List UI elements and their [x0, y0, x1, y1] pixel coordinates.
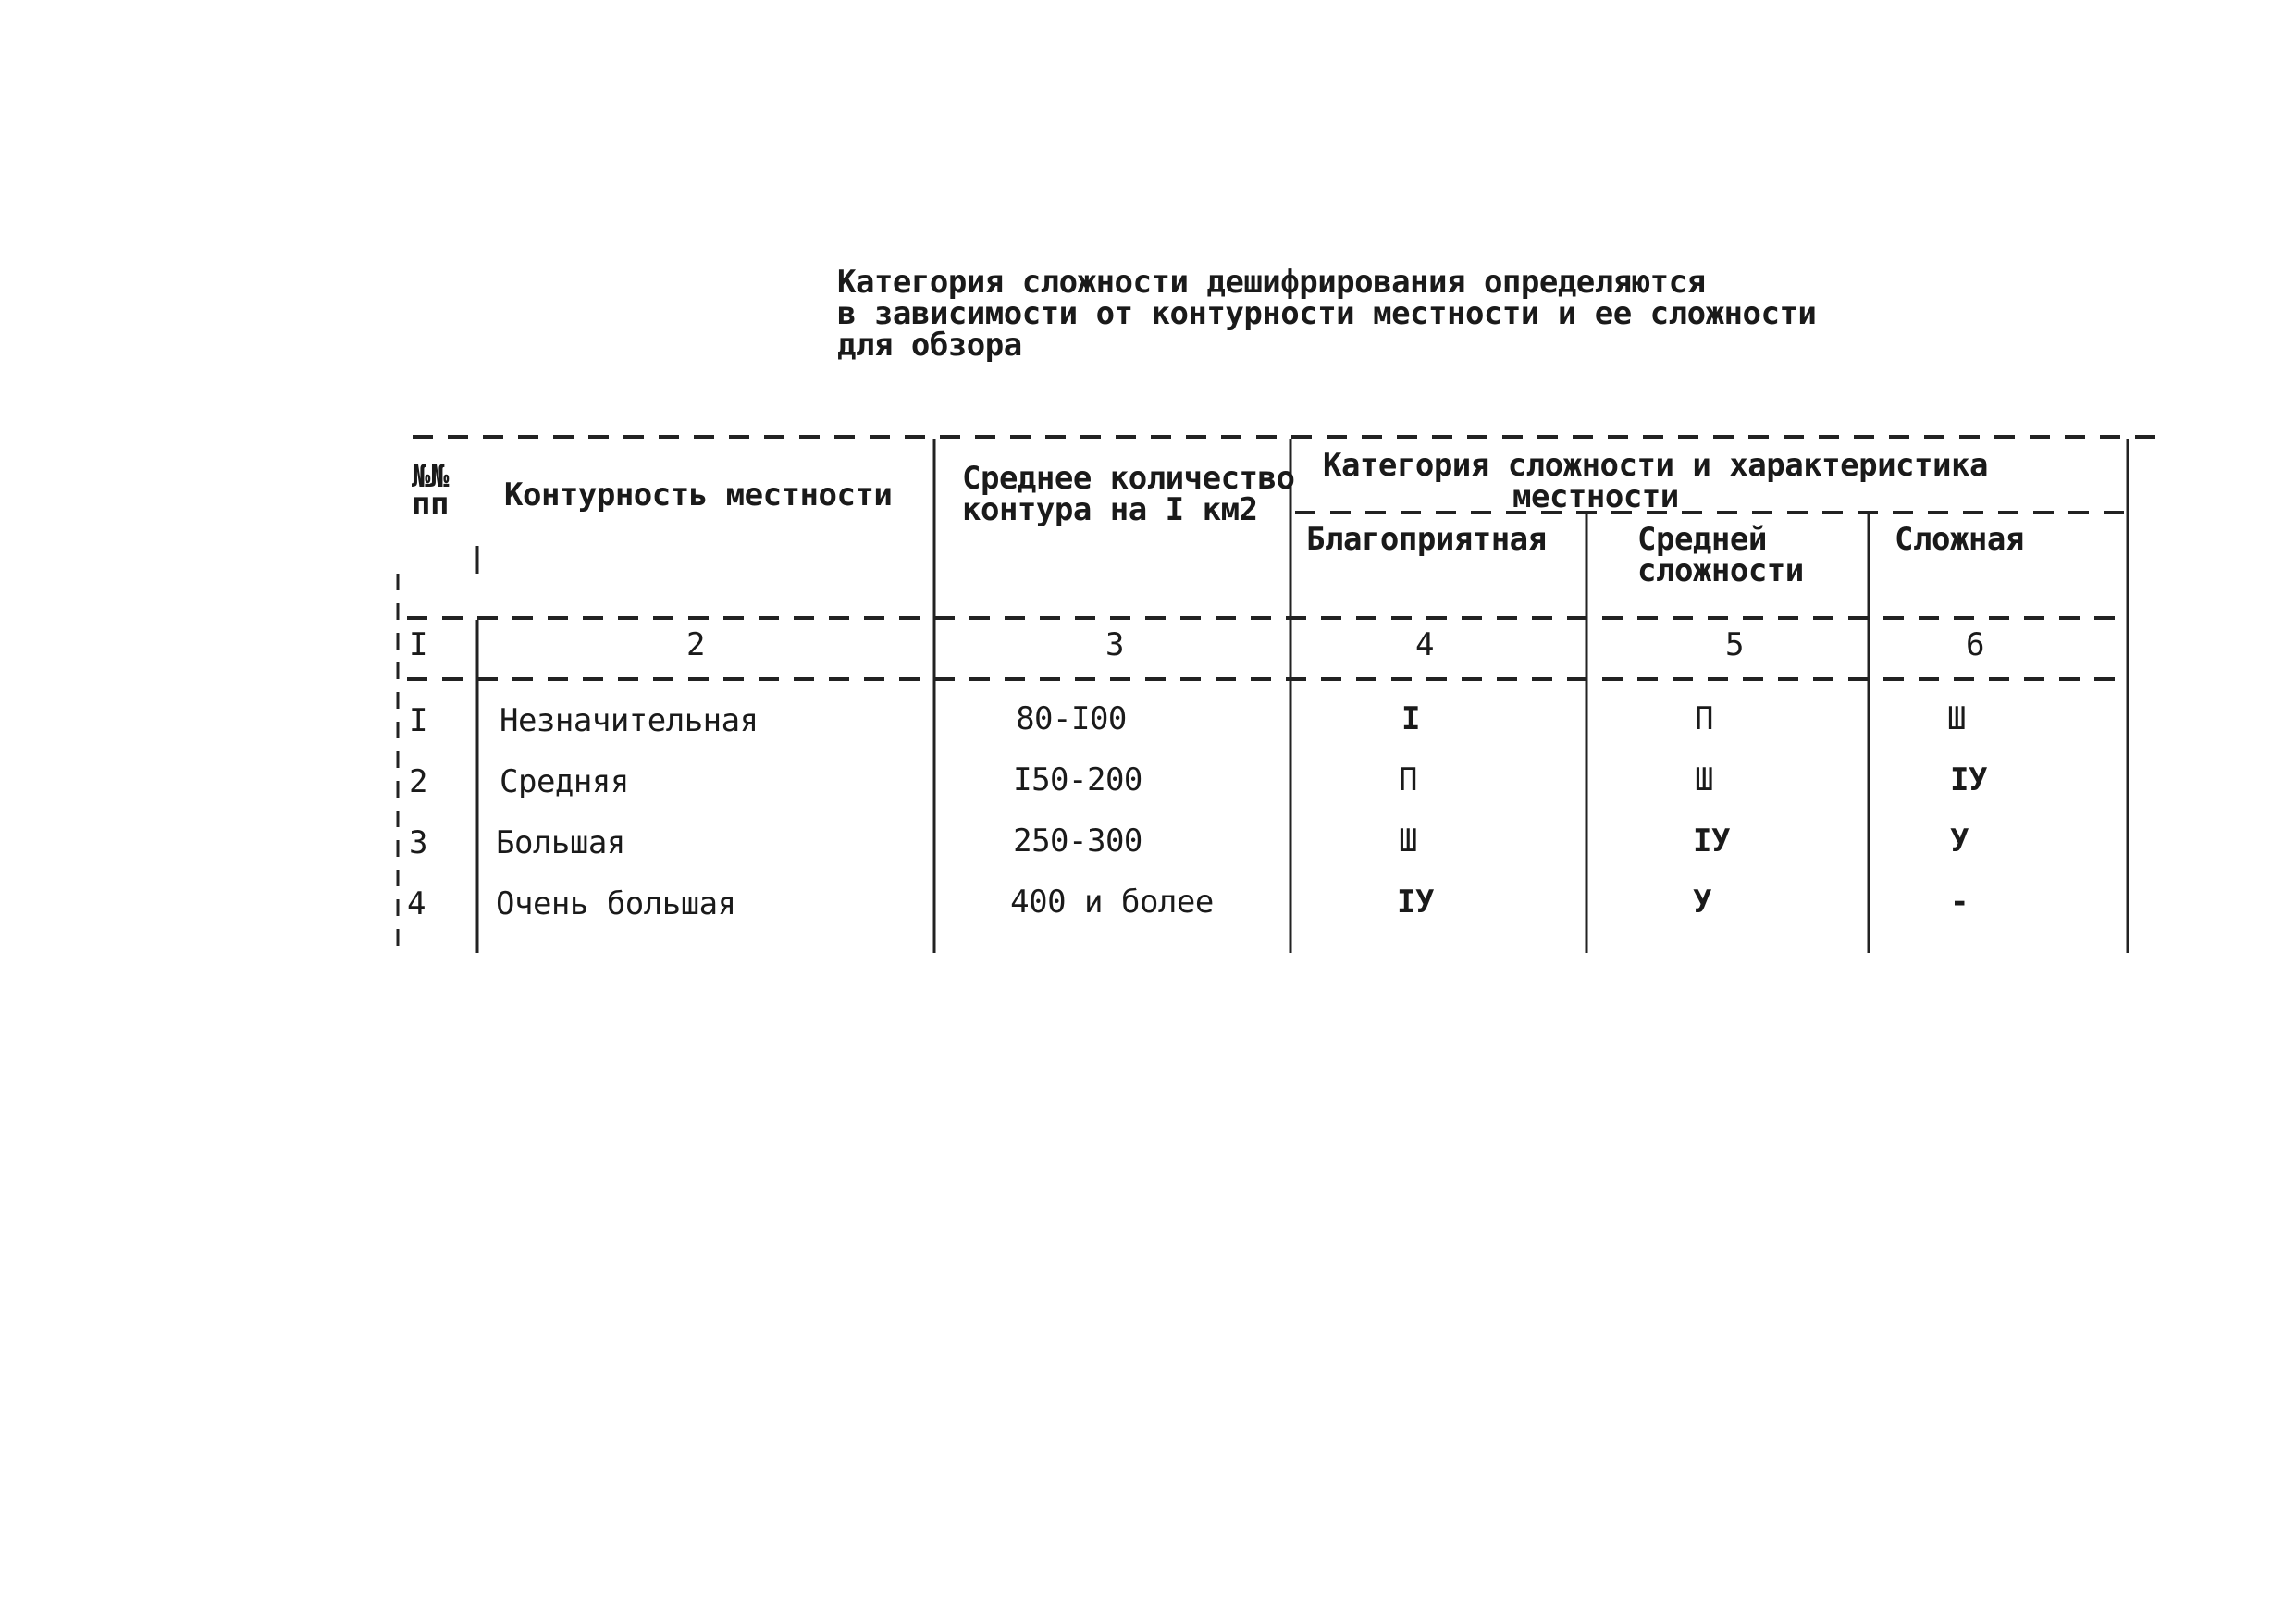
row-medium: Ш: [1695, 761, 1713, 798]
row-favorable: П: [1399, 761, 1417, 798]
row-favorable: I: [1401, 700, 1420, 737]
header-complex: Сложная: [1895, 521, 2024, 558]
row-number: 3: [409, 824, 427, 861]
title-line-3: для обзора: [837, 327, 1022, 364]
colnum-2: 2: [686, 626, 705, 663]
title-line-2: в зависимости от контурности местности и ее сложности: [837, 295, 1817, 332]
row-count: 80-I00: [1016, 700, 1127, 737]
header-category-group: Категория сложности и характеристика местности: [1323, 447, 1988, 515]
row-count: 250-300: [1013, 823, 1142, 860]
row-count: 400 и более: [1010, 884, 1214, 921]
row-complex: У: [1950, 823, 1969, 860]
row-complex: IУ: [1950, 761, 1987, 798]
colnum-1: I: [409, 626, 427, 663]
row-complex: Ш: [1947, 700, 1966, 737]
colnum-4: 4: [1415, 626, 1434, 663]
colnum-5: 5: [1725, 626, 1744, 663]
row-medium: У: [1693, 884, 1711, 921]
header-number: №№ пп: [412, 458, 449, 523]
colnum-6: 6: [1966, 626, 1984, 663]
row-terrain: Большая: [496, 824, 625, 861]
header-average-count: Среднее количество контура на I км2: [962, 460, 1295, 528]
row-terrain: Средняя: [500, 763, 629, 800]
header-medium: Средней сложности: [1637, 521, 1804, 589]
row-terrain: Очень большая: [496, 885, 736, 922]
row-favorable: IУ: [1397, 884, 1434, 921]
header-favorable: Благоприятная: [1306, 521, 1547, 558]
row-favorable: Ш: [1399, 823, 1417, 860]
colnum-3: 3: [1105, 626, 1124, 663]
header-terrain: Контурность местности: [504, 476, 893, 514]
row-number: 4: [407, 885, 426, 922]
row-complex: -: [1950, 884, 1969, 921]
row-medium: П: [1695, 700, 1713, 737]
row-count: I50-200: [1013, 761, 1142, 798]
row-terrain: Незначительная: [500, 702, 759, 739]
row-number: I: [409, 702, 427, 739]
title-line-1: Категория сложности дешифрирования определяются: [837, 264, 1706, 301]
row-number: 2: [409, 763, 427, 800]
row-medium: IУ: [1693, 823, 1730, 860]
